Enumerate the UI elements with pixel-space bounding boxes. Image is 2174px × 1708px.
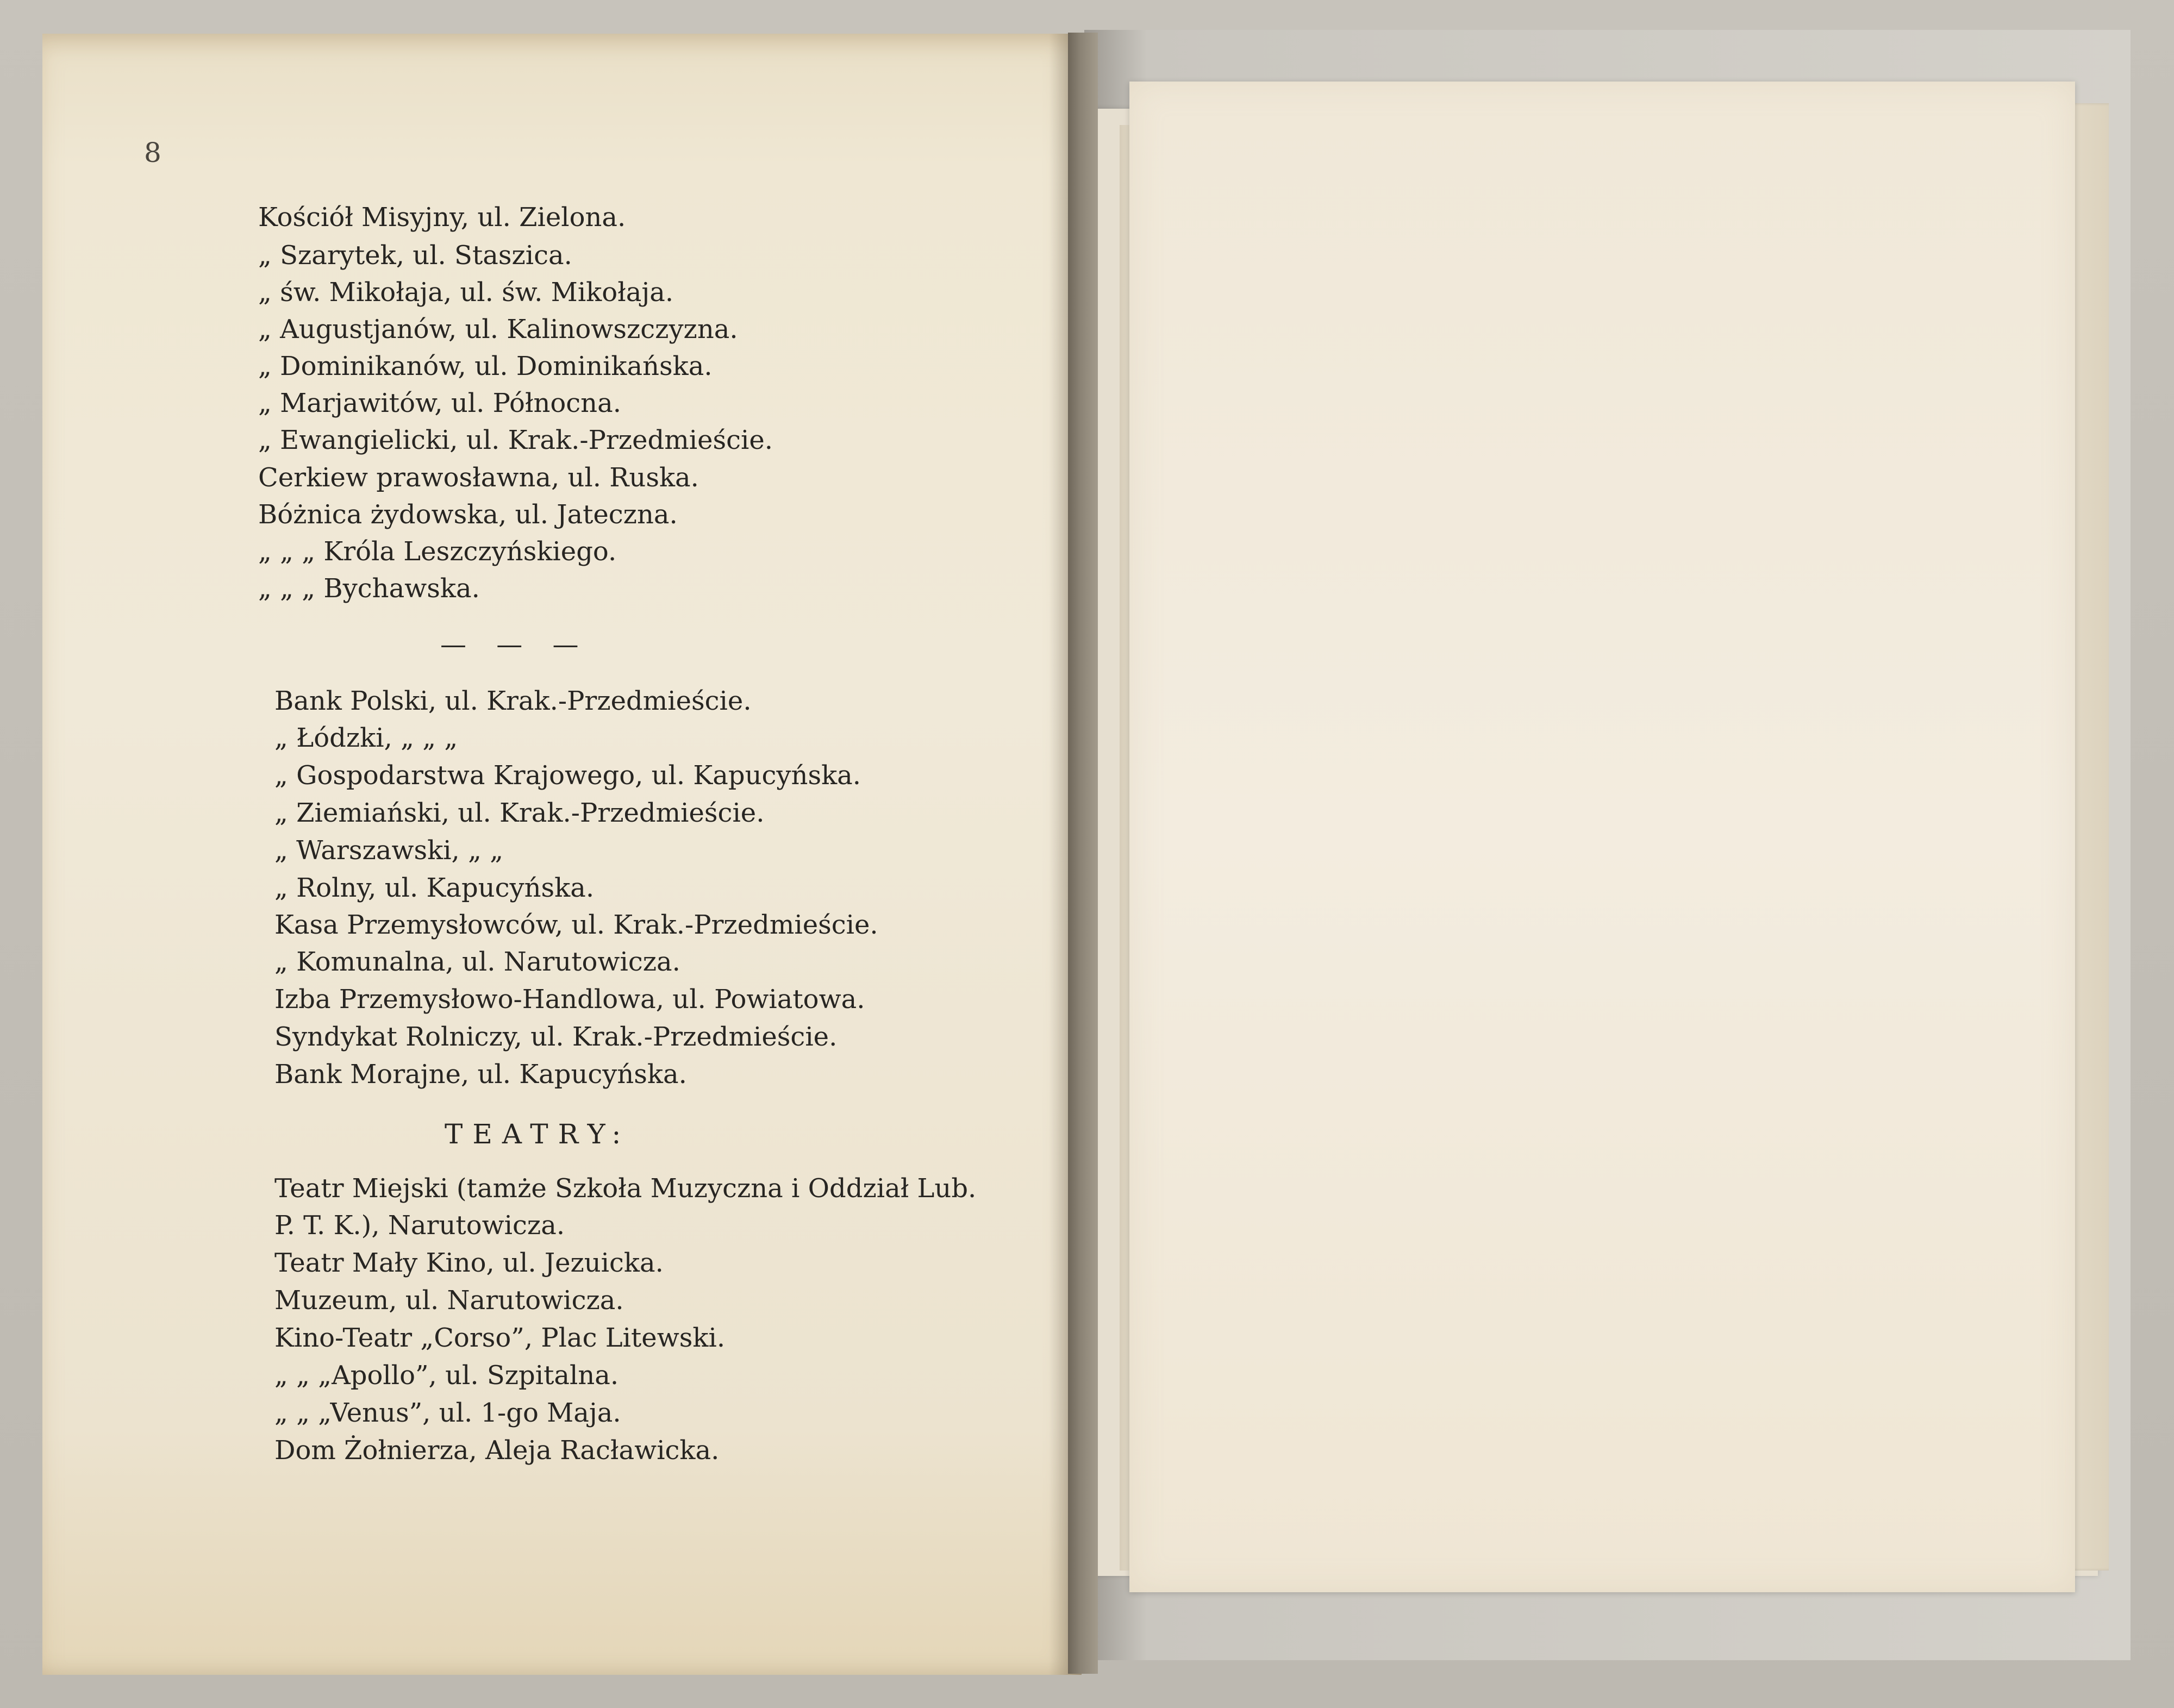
teatry-heading: TEATRY:: [445, 1118, 631, 1150]
entry-text: Dom Żołnierza, Aleja Racławicka.: [274, 1435, 720, 1466]
page-number: 8: [144, 137, 161, 168]
entry-text: Bank Polski, ul. Krak.-Przedmieście.: [274, 686, 752, 716]
entry-text: „ Ziemiański, ul. Krak.-Przedmieście.: [274, 798, 765, 828]
book-spine: [1068, 33, 1098, 1674]
entry-text: Syndykat Rolniczy, ul. Krak.-Przedmieście.: [274, 1022, 838, 1052]
entry-text: „ Komunalna, ul. Narutowicza.: [274, 947, 680, 977]
entry-text: Cerkiew prawosławna, ul. Ruska.: [258, 462, 699, 493]
entry-text: Kino-Teatr „Corso”, Plac Litewski.: [274, 1323, 726, 1353]
entry-text: Teatr Mały Kino, ul. Jezuicka.: [274, 1248, 664, 1278]
entry-text: Kasa Przemysłowców, ul. Krak.-Przedmieście.: [274, 910, 878, 940]
entry-text: „ Augustjanów, ul. Kalinowszczyzna.: [258, 314, 738, 345]
entry-text: Bóżnica żydowska, ul. Jateczna.: [258, 499, 678, 530]
entry-text: Kościół Misyjny, ul. Zielona.: [258, 202, 626, 233]
entry-text: „ Dominikanów, ul. Dominikańska.: [258, 351, 713, 381]
entry-text: Muzeum, ul. Narutowicza.: [274, 1285, 624, 1316]
entry-text: „ Rolny, ul. Kapucyńska.: [274, 873, 595, 903]
entry-text: Izba Przemysłowo-Handlowa, ul. Powiatowa.: [274, 984, 865, 1015]
entry-text: Bank Morajne, ul. Kapucyńska.: [274, 1059, 687, 1090]
section-separator: — — —: [440, 629, 590, 660]
entry-text: „ Marjawitów, ul. Północna.: [258, 388, 621, 418]
entry-text: Teatr Miejski (tamże Szkoła Muzyczna i Oddział Lub.: [274, 1173, 977, 1204]
entry-text: „ „ „Venus”, ul. 1-go Maja.: [274, 1398, 621, 1428]
entry-text: „ Warszawski, „ „: [274, 835, 504, 866]
entry-text: „ Łódzki, „ „ „: [274, 723, 458, 753]
entry-text: „ Gospodarstwa Krajowego, ul. Kapucyńska.: [274, 760, 861, 791]
entry-text: „ św. Mikołaja, ul. św. Mikołaja.: [258, 277, 674, 308]
entry-text: „ „ „ Króla Leszczyńskiego.: [258, 536, 617, 567]
entry-text: P. T. K.), Narutowicza.: [274, 1210, 565, 1241]
entry-text: „ „ „ Bychawska.: [258, 573, 480, 604]
folded-blank-sheet: [1129, 82, 2075, 1592]
entry-text: „ Szarytek, ul. Staszica.: [258, 240, 572, 271]
entry-text: „ „ „Apollo”, ul. Szpitalna.: [274, 1360, 619, 1391]
entry-text: „ Ewangielicki, ul. Krak.-Przedmieście.: [258, 425, 773, 455]
